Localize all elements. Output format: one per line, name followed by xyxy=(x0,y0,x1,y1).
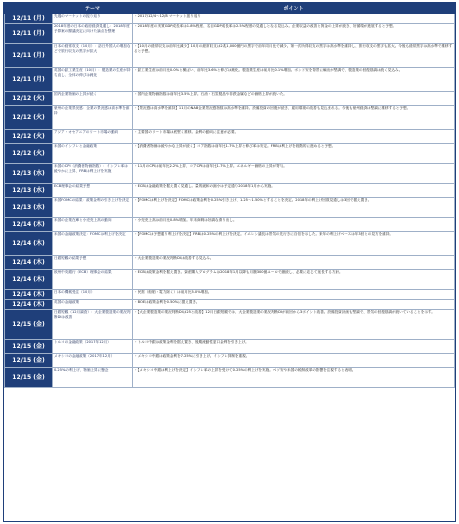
row-date: 12/11 (月) xyxy=(5,14,53,24)
table-row xyxy=(5,144,455,164)
table-row xyxy=(5,300,455,310)
row-theme[interactable]: 0.25%の利上げ、物価上昇に懸念 xyxy=(53,368,133,388)
table-row xyxy=(5,340,455,354)
row-theme[interactable]: 米国FOMCの結果：政策金利の引き上げを決定 xyxy=(53,198,133,218)
table-row xyxy=(5,218,455,232)
row-theme[interactable]: 先週のマーケットの振り返り xyxy=(53,14,133,24)
row-date: 12/13 (水) xyxy=(5,184,53,198)
row-date: 12/14 (木) xyxy=(5,232,53,256)
row-point: ・2017/12/4～12/8 マーケット振り返り xyxy=(133,14,455,24)
row-date: 12/12 (火) xyxy=(5,92,53,106)
row-point: ・【FOMCは予想通り利上げを決定】FRBは0.25%の利上げを決定。イエレン議長は景気の先行きに自信を示した。来年の利上げペースは年3回との見方を維持。 xyxy=(133,232,455,256)
row-date: 12/14 (木) xyxy=(5,290,53,300)
row-theme[interactable]: 2018年度の日本の政府経済見通し：2018年度予算案の閣議決定に向けた論点を整理 xyxy=(53,24,133,44)
row-date: 12/12 (火) xyxy=(5,130,53,144)
table-row xyxy=(5,184,455,198)
row-date: 12/14 (木) xyxy=(5,300,53,310)
row-theme[interactable]: 日本の経常収支（10月）：訪日外国人の増加などで旅行収支の黒字が拡大 xyxy=(53,44,133,68)
row-point: ・主要国のリート市場は底堅く推移。金利の動向に注意が必要。 xyxy=(133,130,455,144)
row-point: ・民需（船舶・電力除く）は前月比5.0%増加。 xyxy=(133,290,455,300)
header-points: ポイント xyxy=(133,4,455,14)
row-date: 12/14 (木) xyxy=(5,256,53,270)
row-point: ・【10月の経常収支は前年比減少】10月の経常収支は2兆1,000億円の黒字で前年同月比で減少。第一次所得収支の黒字は高水準を維持し、旅行収支の黒字も拡大。今後も経常黒字は高水準で推移すると予想。 xyxy=(133,44,455,68)
row-point: ・BOEは政策金利を0.50%に据え置き。 xyxy=(133,300,455,310)
row-point: ・メキシコ中銀は政策金利を7.25%に引き上げ。インフレ抑制を重視。 xyxy=(133,354,455,368)
row-point: ・【FOMCは利上げを決定】FOMCは政策金利を0.25%引き上げ、1.25～1.50%とすることを決定。2018年の利上げ回数見通しは3回で据え置き。 xyxy=(133,198,455,218)
row-theme[interactable]: 米国の金融政策決定：FOMCは利上げを決定 xyxy=(53,232,133,256)
table-row xyxy=(5,92,455,106)
row-date: 12/12 (火) xyxy=(5,144,53,164)
row-theme[interactable]: ECB理事会の結果予想 xyxy=(53,184,133,198)
table-row xyxy=(5,198,455,218)
table-row xyxy=(5,270,455,290)
row-point: ・大企業製造業の業況判断DIは改善する見込み。 xyxy=(133,256,455,270)
table-row xyxy=(5,310,455,340)
header-date xyxy=(5,4,53,14)
table-row xyxy=(5,368,455,388)
table-row xyxy=(5,24,455,44)
row-point: ・トルコ中銀は政策金利を据え置き、後期流動性窓口金利を引き上げ。 xyxy=(133,340,455,354)
table-row xyxy=(5,256,455,270)
row-point: ・【メキシコ中銀は利上げを決定】インフレ率の上昇を受けて0.25%の利上げを実施。ペソ安や米国の税制改革の影響を注視すると表明。 xyxy=(133,368,455,388)
row-date: 12/14 (木) xyxy=(5,218,53,232)
schedule-table-container xyxy=(3,2,456,522)
row-point: ・【景況感は高水準を維持】11月のNAB企業景況感指数は高水準を維持。設備投資の回復が続き、雇用環境の改善も見込まれる。今後も豪州経済は堅調に推移すると予想。 xyxy=(133,106,455,130)
row-date: 12/11 (月) xyxy=(5,68,53,92)
row-point: ・国内企業物価指数は前年比3.5%上昇。石油・石炭製品や非鉄金属などの価格上昇が続いた。 xyxy=(133,92,455,106)
row-theme[interactable]: 欧州中央銀行（ECB）理事会の結果 xyxy=(53,270,133,290)
row-date: 12/15 (金) xyxy=(5,354,53,368)
row-theme[interactable]: アジア・オセアニアのリート市場の動向 xyxy=(53,130,133,144)
row-date: 12/11 (月) xyxy=(5,24,53,44)
row-date: 12/15 (金) xyxy=(5,340,53,354)
row-theme[interactable]: 米国の企業在庫と小売売上高の動向 xyxy=(53,218,133,232)
row-date: 12/12 (火) xyxy=(5,106,53,130)
table-row xyxy=(5,354,455,368)
row-point: ・【消費者物価は緩やかな上昇が続く】コア指数は前年比1.7%上昇と伸び率は安定。FRBは利上げを段階的に進めると予想。 xyxy=(133,144,455,164)
row-theme[interactable]: 米国のインフレと金融政策 xyxy=(53,144,133,164)
row-theme[interactable]: 米国のCPI（消費者物価指数）：インフレ率は緩やかに上昇、FRBは利上げを実施 xyxy=(53,164,133,184)
row-point: ・ECBは金融政策を据え置く見通し。量的緩和の縮小は予定通り2018年1月から実施。 xyxy=(133,184,455,198)
table-row xyxy=(5,14,455,24)
table-row xyxy=(5,232,455,256)
table-row xyxy=(5,164,455,184)
row-point: ・【大企業製造業の業況判断DIは25と改善】12月日銀短観では、大企業製造業の業況判断DIが前回から3ポイント改善。設備投資計画も堅調で、景気の回復基調が続いていることを示す。 xyxy=(133,310,455,340)
table-row xyxy=(5,130,455,144)
table-row xyxy=(5,68,455,92)
row-theme[interactable]: 日本の機械受注（10月） xyxy=(53,290,133,300)
row-point: ・鉱工業生産は前月比0.0%と横ばい、前年比3.6%と伸びは鈍化。製造業生産は前月比0.1%増加。ポンド安を背景に輸出が堅調で、製造業の回復基調は続く見込み。 xyxy=(133,68,455,92)
row-point: ・2018年度の実質GDP成長率は1.8%程度、名目GDP成長率は2.5%程度の見通しとなる見込み。企業収益の改善と賃金の上昇が続き、好循環が進展すると予想。 xyxy=(133,24,455,44)
row-date: 12/15 (金) xyxy=(5,310,53,340)
row-date: 12/13 (水) xyxy=(5,198,53,218)
row-date: 12/14 (木) xyxy=(5,270,53,290)
row-point: ・小売売上高は前月比0.8%増加。年末商戦は好調な滑り出し。 xyxy=(133,218,455,232)
table-row xyxy=(5,44,455,68)
row-theme[interactable]: トルコの金融政策（2017年12月） xyxy=(53,340,133,354)
row-theme[interactable]: 日銀短観の結果予想 xyxy=(53,256,133,270)
row-theme[interactable]: 豪州の企業景況感：企業の景況感は高水準を維持 xyxy=(53,106,133,130)
table-row xyxy=(5,290,455,300)
schedule-table xyxy=(4,3,455,388)
row-date: 12/13 (水) xyxy=(5,164,53,184)
row-theme[interactable]: メキシコの金融政策（2017年12月） xyxy=(53,354,133,368)
row-theme[interactable]: 英国の鉱工業生産（10月）：製造業の生産が持ち直し、全体の伸びは鈍化 xyxy=(53,68,133,92)
row-theme[interactable]: 国内企業物価の上昇が続く xyxy=(53,92,133,106)
row-theme[interactable]: 英国の金融政策 xyxy=(53,300,133,310)
header-theme: テーマ xyxy=(53,4,133,14)
row-theme[interactable]: 日銀短観（12月調査）：大企業製造業の業況判断DIは改善 xyxy=(53,310,133,340)
row-point: ・ECBは政策金利を据え置き。資産購入プログラムは2018年1月以降も月額300億ユーロで継続し、必要に応じて延長する方針。 xyxy=(133,270,455,290)
table-row xyxy=(5,106,455,130)
row-date: 12/11 (月) xyxy=(5,44,53,68)
row-point: ・11月のCPIは前年比2.2%上昇、コアCPIは前年比1.7%上昇。エネルギー価格の上昇が寄与。 xyxy=(133,164,455,184)
row-date: 12/15 (金) xyxy=(5,368,53,388)
